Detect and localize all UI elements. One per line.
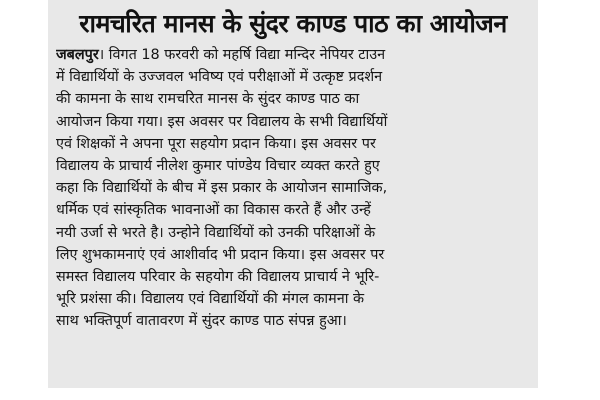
article-line-8: धर्मिक एवं सांस्कृतिक भावनाओं का विकास करते हैं और उन्हें [56,202,371,219]
article-dateline: जबलपुर [56,47,99,63]
article-line-5: एवं शिक्षकों ने अपना पूरा सहयोग प्रदान किया। इस अवसर पर [56,135,376,152]
article-line-12: भूरि प्रशंसा की। विद्यालय एवं विद्यार्थियों की मंगल कामना के [56,291,365,308]
article-line-11: समस्त विद्यालय परिवार के सहयोग की विद्यालय प्राचार्य ने भूरि- [56,269,380,286]
article-line-9: नयी उर्जा से भरते है। उन्होने विद्यार्थियों को उनकी परिक्षाओं के [56,224,376,241]
article-body [56,44,528,333]
article-line-6: विद्यालय के प्राचार्य नीलेश कुमार पांण्डेय विचार व्यक्त करते हुए [56,158,380,175]
article-line-10: लिए शुभकामनाएं एवं आशीर्वाद भी प्रदान किया। इस अवसर पर [56,246,385,263]
article-line-3: की कामना के साथ रामचरित मानस के सुंदर काण्ड पाठ का [56,91,360,108]
article-line-13: साथ भक्तिपूर्ण वातावरण में सुंदर काण्ड पाठ संपन्न हुआ। [56,313,347,330]
article-line-2: में विद्यार्थियों के उज्जवल भविष्य एवं परीक्षाओं में उत्कृष्ट प्रदर्शन [56,69,383,86]
article-headline: रामचरित मानस के सुंदर काण्ड पाठ का आयोजन [79,9,507,38]
article-line-7: कहा कि विद्यार्थियों के बीच में इस प्रकार के आयोजन सामाजिक, [56,180,388,197]
article-line-1 [56,44,528,66]
article-line-4: आयोजन किया गया। इस अवसर पर विद्यालय के सभी विद्यार्थियों [56,113,388,130]
newspaper-clipping [48,0,538,388]
article-line-1-text: । विगत 18 फरवरी को महर्षि विद्या मन्दिर नेपियर टाउन [98,47,386,63]
